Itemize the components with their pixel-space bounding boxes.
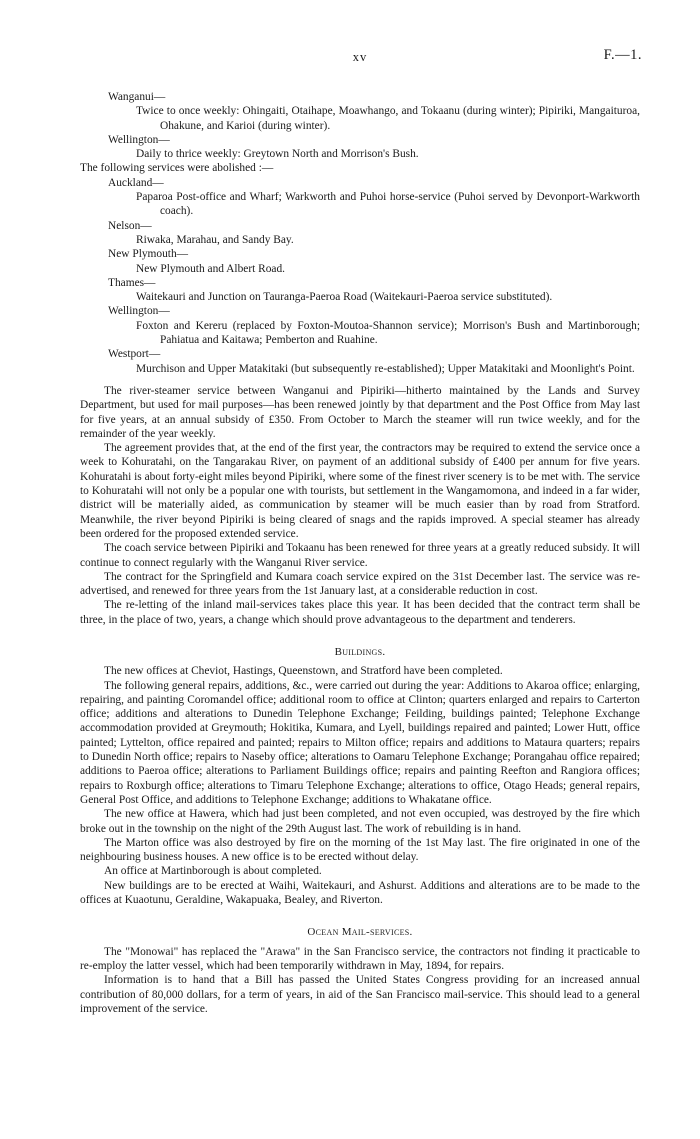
paragraph: The following general repairs, additions, &c., were carried out during the year: Additions to Akaroa office; enlarging, repairing, and painting Coromandel office; additional room to office at Clinton; quarters enlarged and repairs to Carterton office; additions and alterations to Dunedin Telephone Exchange; Feilding, buildings painted; Telephone Exchange accommodation provided at Greymouth; Hokitika, Kumara, and Lyell, buildings repaired and painted; Lower Hutt, office painted; Lyttelton, office repaired and painted; repairs to Milton office; repairs and additions to Mataura quarters; repairs to Dunedin North office; repairs to Naseby office; alterations to Oamaru Telephone Exchange; Porangahau office repaired; additions to Paeroa office; alterations to Parliament Buildings office; repairs and painting Reefton and Rangiora offices; repairs to Roxburgh office; alterations to Timaru Telephone Exchange; alterations to office, Otago Heads; general repairs, General Post Office, and additions to Telephone Exchange; additions to Whakatane office. [80, 679, 640, 806]
page-header [80, 47, 642, 90]
paragraph: Information is to hand that a Bill has passed the United States Congress providing for an increased annual contribution of 80,000 dollars, for a term of years, in aid of the San Francisco mail-service. This should lead to a general improvement of the service. [80, 974, 640, 1015]
service-entry: Murchison and Upper Matakitaki (but subsequently re-established); Upper Matakitaki and Moonlight's Point. [136, 362, 635, 375]
list-intro: The following services were abolished :— [80, 162, 274, 175]
service-entry: Waitekauri and Junction on Tauranga-Paeroa Road (Waitekauri-Paeroa service substituted). [136, 291, 553, 304]
services-list [80, 90, 640, 376]
service-entry: Daily to thrice weekly: Greytown North and Morrison's Bush. [136, 148, 419, 161]
paragraph: The coach service between Pipiriki and Tokaanu has been renewed for three years at a greatly reduced subsidy. It will continue to connect regularly with the Wanganui River service. [80, 542, 640, 569]
region-heading: Nelson— [108, 219, 152, 232]
service-entry: New Plymouth and Albert Road. [136, 262, 286, 275]
document-reference: F.—1. [603, 47, 642, 63]
ocean-mail-services-section [80, 945, 640, 1016]
paragraph: The "Monowai" has replaced the "Arawa" in the San Francisco service, the contractors not finding it practicable to re-employ the latter vessel, which had been temporarily withdrawn in May, 1894, for repairs. [80, 945, 640, 972]
service-entry: Riwaka, Marahau, and Sandy Bay. [136, 233, 294, 246]
region-heading: New Plymouth— [108, 248, 189, 261]
service-entry: Foxton and Kereru (replaced by Foxton-Moutoa-Shannon service); Morrison's Bush and Martinborough; Pahiatua and Kaitawa; Pemberton and Ruahine. [136, 319, 640, 347]
paragraph: The new offices at Cheviot, Hastings, Queenstown, and Stratford have been completed. [104, 665, 503, 678]
region-heading: Wellington— [108, 305, 170, 318]
river-and-coach-services-section [80, 384, 640, 627]
ocean-mail-services-heading: Ocean Mail-services. [307, 926, 413, 939]
paragraph: The contract for the Springfield and Kumara coach service expired on the 31st December last. The service was re-advertised, and renewed for three years from the 1st January last, at a considerable reduction in cost. [80, 570, 640, 598]
region-heading: Thames— [108, 276, 156, 289]
region-heading: Wanganui— [108, 91, 166, 103]
service-entry: Paparoa Post-office and Wharf; Warkworth and Puhoi horse-service (Puhoi served by Devonport-Warkworth coach). [136, 191, 640, 218]
buildings-section [80, 664, 640, 907]
paragraph: An office at Martinborough is about completed. [104, 865, 322, 878]
region-heading: Auckland— [108, 176, 164, 189]
page-number: xv [352, 50, 368, 64]
region-heading: Wellington— [108, 133, 170, 146]
paragraph: The river-steamer service between Wanganui and Pipiriki—hitherto maintained by the Lands and Survey Department, but used for mail purposes—has been renewed jointly by that department and the Post Office from May last for five years, at an annual subsidy of £350. From October to March the steamer will run twice weekly, and for the remainder of the year weekly. [80, 384, 640, 440]
paragraph: The agreement provides that, at the end of the first year, the contractors may be required to extend the service once a week to Kohuratahi, on the Tangarakau River, on payment of an additional subsidy of £400 per annum for five years. Kohuratahi is about forty-eight miles beyond Pipiriki, where some of the finest river scenery is to be met with. The service to Kohuratahi will not only be a popular one with tourists, but settlement in the Wangamomona, and indeed in a far wider, district will be materially aided, as communication by steamer will be much easier than by road from Stratford. Meanwhile, the river beyond Pipiriki is being cleared of snags and the rapids improved. A special steamer has already been ordered for the proposed extended service. [80, 442, 640, 540]
paragraph: The re-letting of the inland mail-services takes place this year. It has been decided that the contract term shall be three, in the place of two, years, a change which should prove advantageous to the department and tenderers. [80, 599, 640, 626]
service-entry: Twice to once weekly: Ohingaiti, Otaihape, Moawhango, and Tokaanu (during winter); Pipiriki, Mangaituroa, Ohakune, and Karioi (during winter). [136, 105, 640, 132]
paragraph: New buildings are to be erected at Waihi, Waitekauri, and Ashurst. Additions and alterations are to be made to the offices at Kuaotunu, Geraldine, Wakapuaka, Bealey, and Riverton. [80, 879, 640, 907]
paragraph: The Marton office was also destroyed by fire on the morning of the 1st May last. The fire originated in one of the neighbouring business houses. A new office is to be erected without delay. [80, 836, 640, 864]
buildings-heading: Buildings. [334, 645, 386, 658]
region-heading: Westport— [108, 348, 161, 361]
paragraph: The new office at Hawera, which had just been completed, and not even occupied, was destroyed by the fire which broke out in the township on the night of the 29th August last. The work of rebuilding is in hand. [80, 808, 640, 835]
